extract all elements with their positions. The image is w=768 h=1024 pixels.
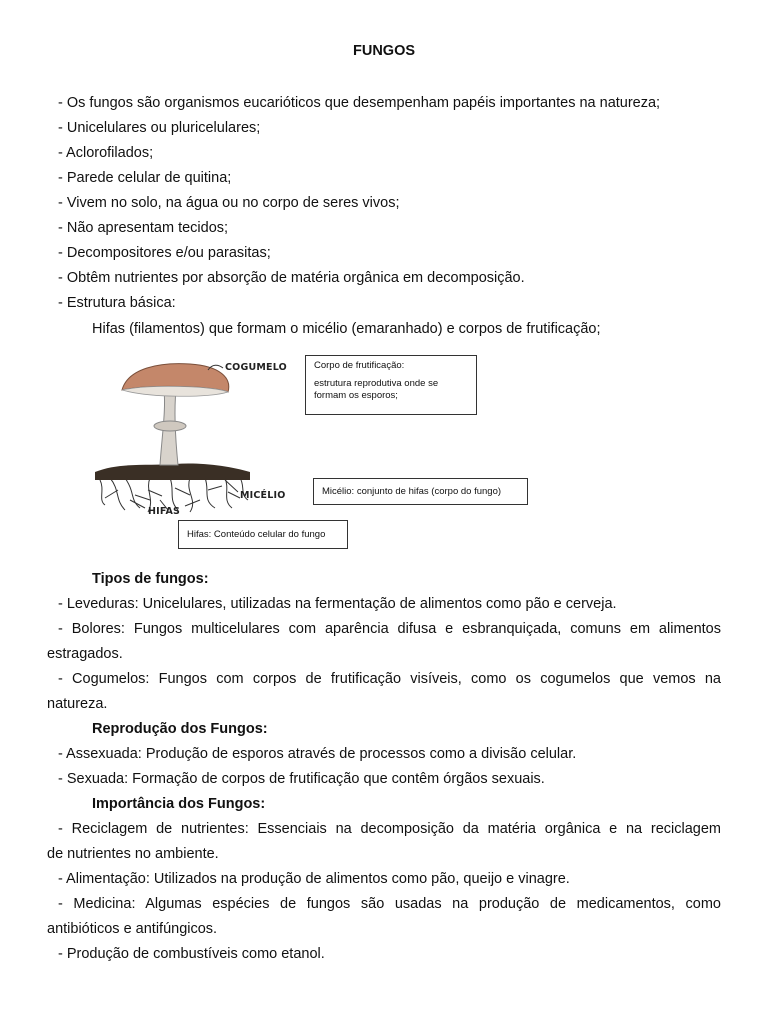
- paragraph-line: - Medicina: Algumas espécies de fungos são usadas na produção de medicamentos, como: [58, 896, 721, 912]
- soil: [95, 463, 250, 480]
- body-text: [47, 569, 721, 969]
- section-heading-tipos: Tipos de fungos:: [92, 571, 209, 587]
- label-micelio: MICÉLIO: [240, 490, 286, 501]
- list-item: - Unicelulares ou pluricelulares;: [58, 120, 261, 136]
- paragraph-line: - Cogumelos: Fungos com corpos de frutificação visíveis, como os cogumelos que vemos na: [58, 671, 721, 687]
- paragraph-line: - Bolores: Fungos multicelulares com aparência difusa e esbranquiçada, comuns em alimentos: [58, 621, 721, 637]
- characteristics-list: [58, 93, 660, 318]
- list-item: - Obtêm nutrientes por absorção de matéria orgânica em decomposição.: [58, 270, 525, 286]
- paragraph-line: estragados.: [47, 646, 123, 662]
- paragraph-line: - Leveduras: Unicelulares, utilizadas na fermentação de alimentos como pão e cerveja.: [58, 596, 617, 612]
- list-item: - Aclorofilados;: [58, 145, 154, 161]
- structure-description: Hifas (filamentos) que formam o micélio (emaranhado) e corpos de frutificação;: [92, 321, 601, 337]
- paragraph-line: natureza.: [47, 696, 108, 712]
- paragraph-line: - Alimentação: Utilizados na produção de alimentos como pão, queijo e vinagre.: [58, 871, 570, 887]
- list-item: - Não apresentam tecidos;: [58, 220, 229, 236]
- list-item: - Os fungos são organismos eucarióticos que desempenham papéis importantes na natureza;: [58, 95, 661, 111]
- leader-hifas: [130, 500, 145, 508]
- mushroom-figure: [90, 350, 540, 550]
- label-cogumelo: COGUMELO: [225, 362, 287, 373]
- section-heading-reproducao: Reprodução dos Fungos:: [92, 721, 268, 737]
- paragraph-line: antibióticos e antifúngicos.: [47, 921, 218, 937]
- box-hifas: Hifas: Conteúdo celular do fungo: [178, 520, 348, 549]
- box-micelio: Micélio: conjunto de hifas (corpo do fungo): [313, 478, 528, 505]
- section-heading-importancia: Importância dos Fungos:: [92, 796, 266, 812]
- document-title: FUNGOS: [352, 43, 416, 59]
- list-item: - Decompositores e/ou parasitas;: [58, 245, 271, 261]
- box-corpo-text: estrutura reprodutiva onde se formam os esporos;: [314, 378, 439, 401]
- paragraph-line: - Produção de combustíveis como etanol.: [58, 946, 325, 962]
- box-corpo-title: Corpo de frutificação:: [314, 360, 405, 371]
- paragraph-line: - Reciclagem de nutrientes: Essenciais na decomposição da matéria orgânica e na reciclagem: [58, 821, 721, 837]
- paragraph-line: de nutrientes no ambiente.: [47, 846, 219, 862]
- paragraph-line: - Sexuada: Formação de corpos de frutificação que contêm órgãos sexuais.: [58, 771, 545, 787]
- label-hifas: HIFAS: [148, 506, 181, 517]
- paragraph-line: - Assexuada: Produção de esporos através de processos como a divisão celular.: [58, 746, 577, 762]
- list-item: - Vivem no solo, na água ou no corpo de seres vivos;: [58, 195, 400, 211]
- list-item: - Estrutura básica:: [58, 295, 176, 311]
- mushroom-ring: [154, 421, 186, 431]
- box-corpo-frutificacao: [305, 355, 477, 415]
- list-item: - Parede celular de quitina;: [58, 170, 232, 186]
